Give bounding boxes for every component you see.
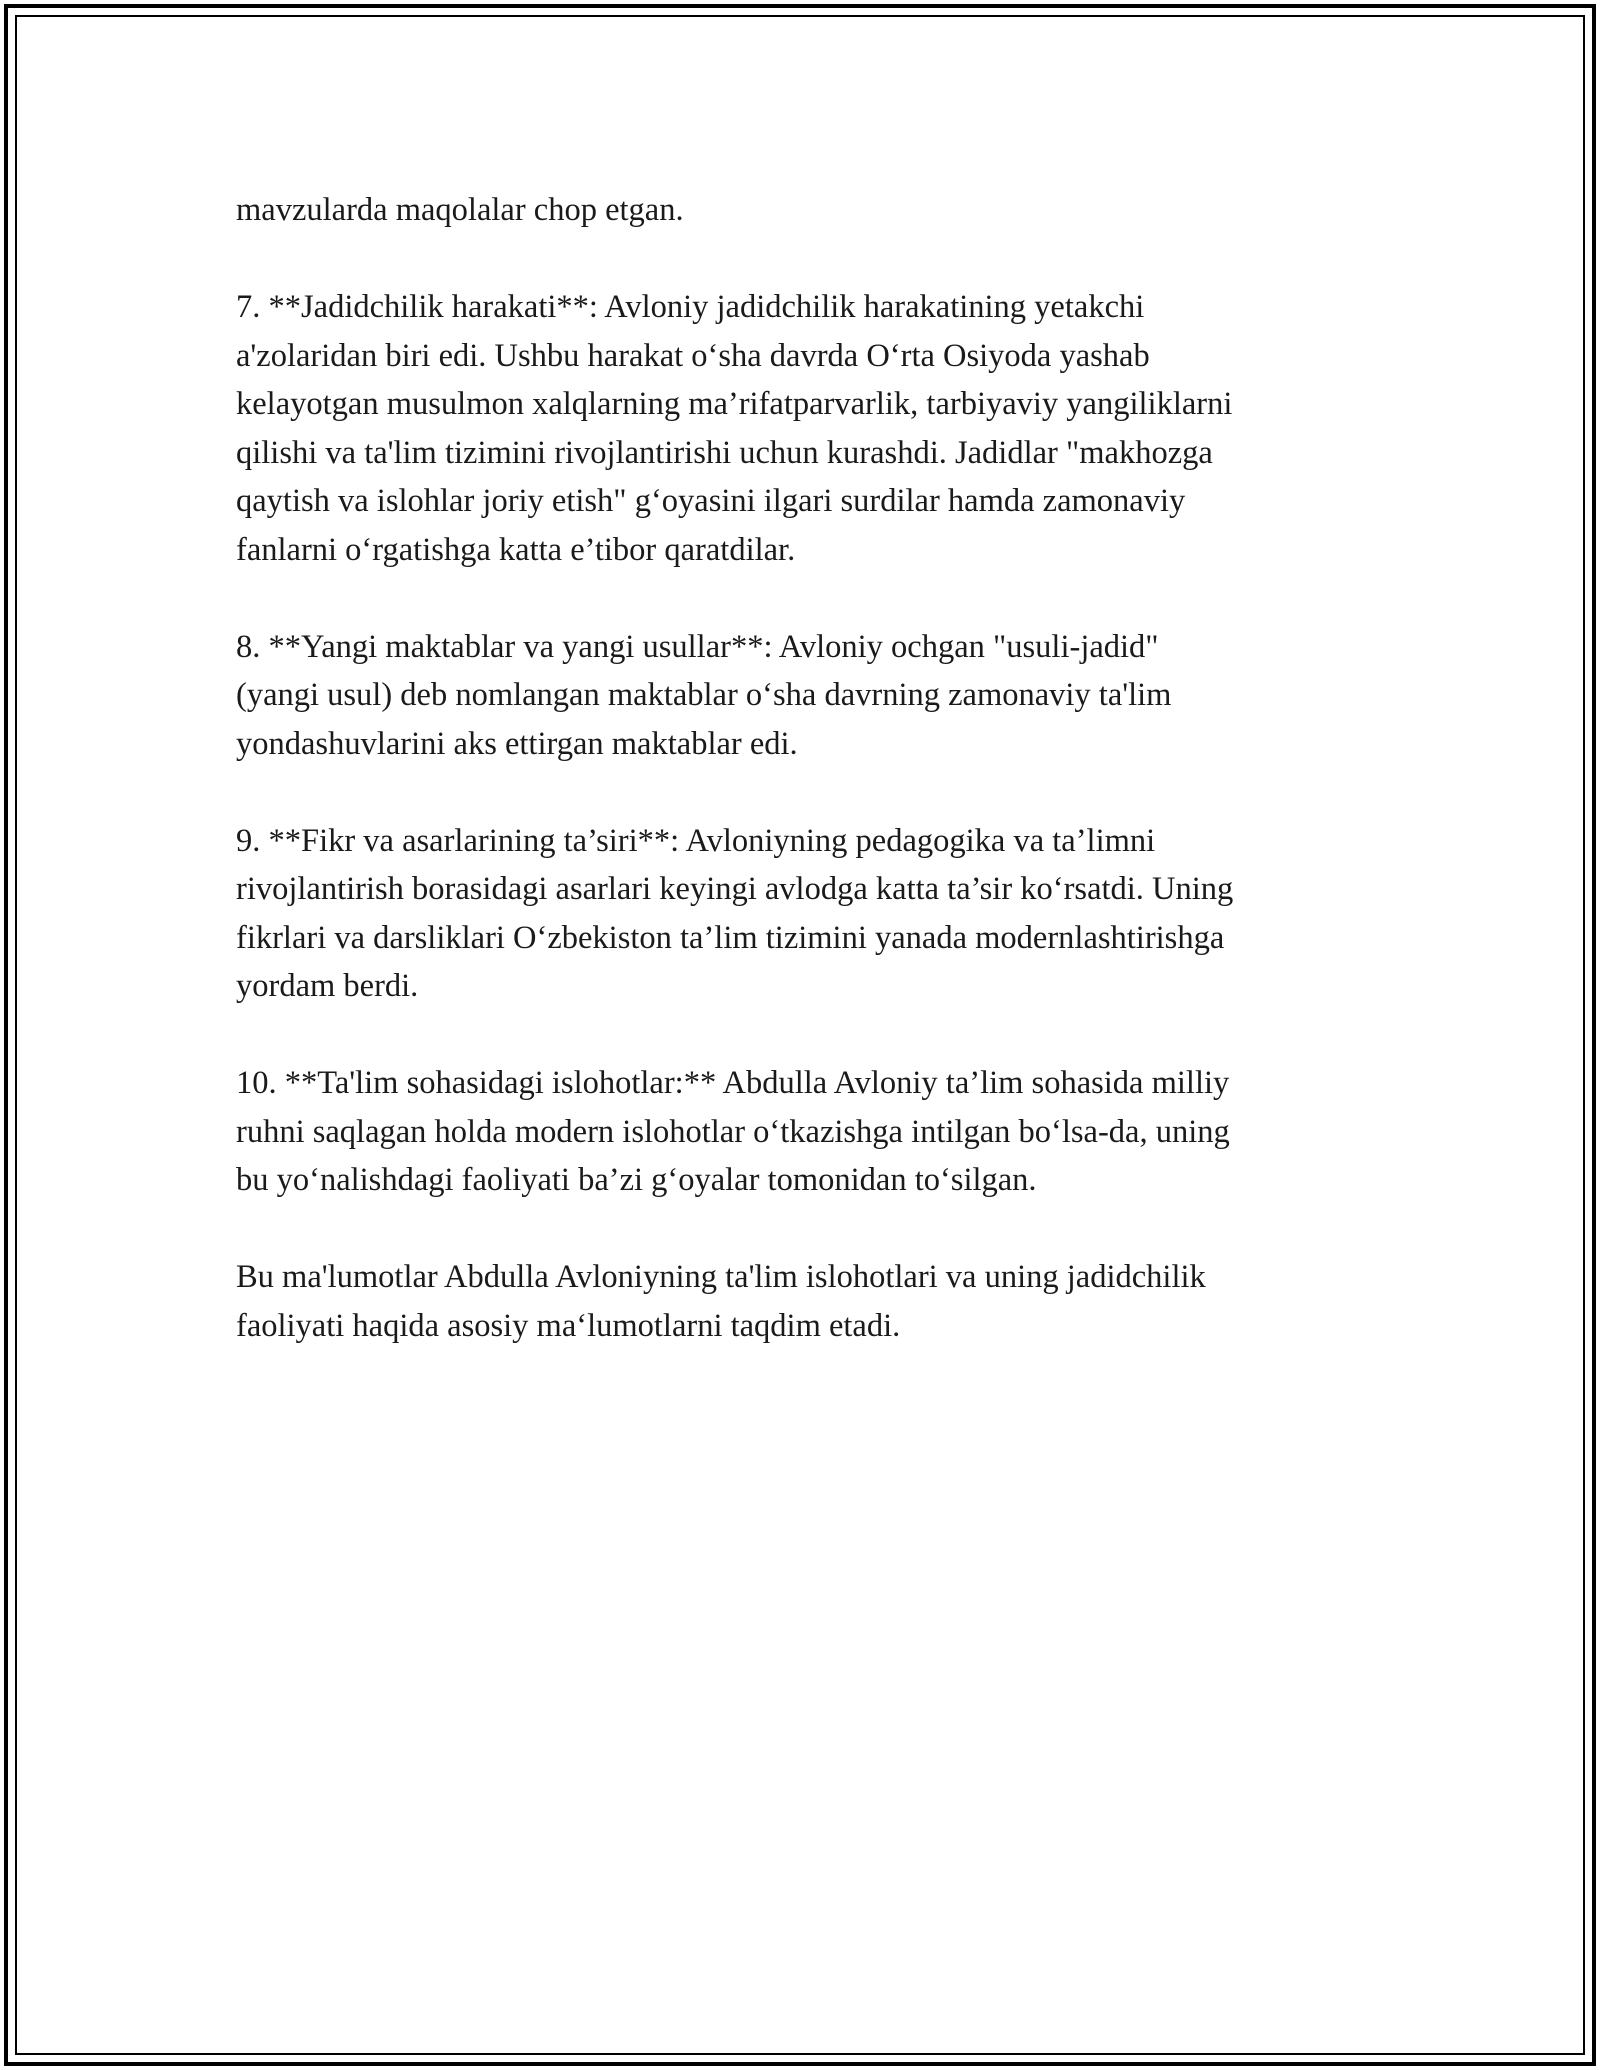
text-line: bu yo‘nalishdagi faoliyati ba’zi g‘oyalar tomonidan to‘silgan. bbox=[236, 1162, 1037, 1198]
text-line: qilishi va ta'lim tizimini rivojlantirishi uchun kurashdi. Jadidlar "makhozga bbox=[236, 434, 1213, 471]
text-line: a'zolaridan biri edi. Ushbu harakat o‘sha davrda O‘rta Osiyoda yashab bbox=[236, 337, 1150, 374]
paragraph-item-7-jadidchilik bbox=[236, 283, 1416, 574]
text-line: faoliyati haqida asosiy ma‘lumotlarni taqdim etadi. bbox=[236, 1307, 901, 1344]
text-line: yondashuvlarini aks ettirgan maktablar edi. bbox=[236, 725, 798, 762]
paragraph-summary bbox=[236, 1253, 1416, 1350]
paragraph-item-9-tasiri bbox=[236, 817, 1416, 1011]
paragraph-item-8-maktablar bbox=[236, 623, 1416, 769]
paragraph-item-10-islohotlar bbox=[236, 1059, 1416, 1205]
text-line: kelayotgan musulmon xalqlarning ma’rifatparvarlik, tarbiyaviy yangiliklarni bbox=[236, 386, 1233, 422]
text-line: rivojlantirish borasidagi asarlari keyingi avlodga katta ta’sir ko‘rsatdi. Uning bbox=[236, 871, 1234, 907]
text-line: ruhni saqlagan holda modern islohotlar o‘tkazishga intilgan bo‘lsa-da, uning bbox=[236, 1113, 1230, 1150]
text-line: qaytish va islohlar joriy etish" g‘oyasini ilgari surdilar hamda zamonaviy bbox=[236, 483, 1186, 519]
text-line: (yangi usul) deb nomlangan maktablar o‘sha davrning zamonaviy ta'lim bbox=[236, 677, 1172, 713]
document-body bbox=[236, 186, 1416, 1399]
text-line: 7. **Jadidchilik harakati**: Avloniy jadidchilik harakatining yetakchi bbox=[236, 289, 1145, 325]
text-line: 8. **Yangi maktablar va yangi usullar**: Avloniy ochgan "usuli-jadid" bbox=[236, 628, 1159, 665]
paragraph-continuation bbox=[236, 186, 1416, 235]
text-line: fikrlari va darsliklari O‘zbekiston ta’lim tizimini yanada modernlashtirishga bbox=[236, 919, 1225, 956]
text-line: Bu ma'lumotlar Abdulla Avloniyning ta'lim islohotlari va uning jadidchilik bbox=[236, 1259, 1206, 1295]
text-line: yordam berdi. bbox=[236, 968, 419, 1004]
text-line: 9. **Fikr va asarlarining ta’siri**: Avloniyning pedagogika va ta’limni bbox=[236, 822, 1156, 859]
text-line: 10. **Ta'lim sohasidagi islohotlar:** Abdulla Avloniy ta’lim sohasida milliy bbox=[236, 1065, 1230, 1101]
text-line: fanlarni o‘rgatishga katta e’tibor qaratdilar. bbox=[236, 531, 796, 568]
text-line: mavzularda maqolalar chop etgan. bbox=[236, 192, 684, 228]
